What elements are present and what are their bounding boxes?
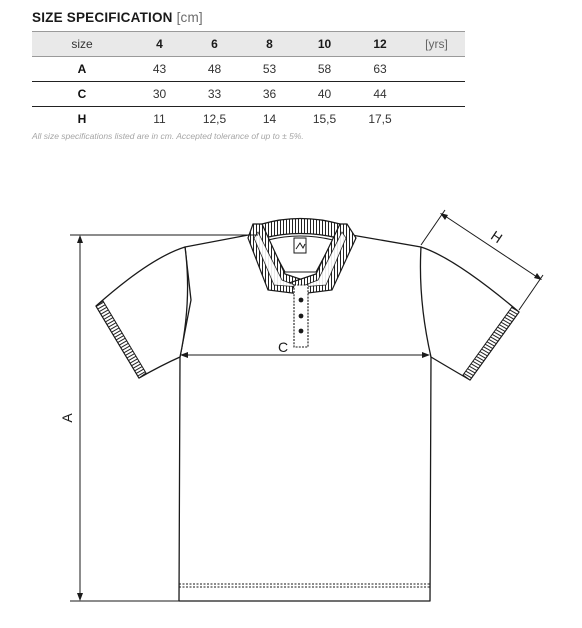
table-cell: 33 bbox=[187, 82, 242, 107]
header-size-12: 12 bbox=[352, 32, 408, 57]
header-unit: [yrs] bbox=[408, 32, 465, 57]
label-h: H bbox=[488, 227, 506, 247]
spec-title-text: SIZE SPECIFICATION bbox=[32, 10, 173, 25]
table-cell: 63 bbox=[352, 57, 408, 82]
table-cell: 30 bbox=[132, 82, 187, 107]
table-cell: 58 bbox=[297, 57, 352, 82]
label-c: C bbox=[277, 339, 289, 355]
row-label: A bbox=[32, 57, 132, 82]
header-size-label: size bbox=[32, 32, 132, 57]
header-size-6: 6 bbox=[187, 32, 242, 57]
spec-title-unit: [cm] bbox=[176, 10, 203, 25]
table-cell: 43 bbox=[132, 57, 187, 82]
tolerance-note: All size specifications listed are in cm. Accepted tolerance of up to ± 5%. bbox=[32, 131, 304, 141]
table-cell: 48 bbox=[187, 57, 242, 82]
collar-back bbox=[262, 219, 340, 239]
table-cell: 40 bbox=[297, 82, 352, 107]
header-size-10: 10 bbox=[297, 32, 352, 57]
label-a: A bbox=[59, 413, 75, 423]
table-cell: 17,5 bbox=[368, 112, 392, 126]
table-cell: 12,5 bbox=[202, 112, 227, 126]
table-cell: 53 bbox=[242, 57, 297, 82]
button-icon bbox=[299, 329, 304, 334]
header-size-8: 8 bbox=[242, 32, 297, 57]
table-cell: 36 bbox=[242, 82, 297, 107]
row-label: H bbox=[77, 112, 87, 126]
table-cell: 44 bbox=[352, 82, 408, 107]
button-icon bbox=[299, 298, 304, 303]
table-cell: 11 bbox=[153, 112, 166, 126]
button-icon bbox=[299, 314, 304, 319]
table-cell: 14 bbox=[262, 112, 277, 126]
table-cell: 15,5 bbox=[312, 112, 337, 126]
header-size-4: 4 bbox=[132, 32, 187, 57]
row-label: C bbox=[32, 82, 132, 107]
